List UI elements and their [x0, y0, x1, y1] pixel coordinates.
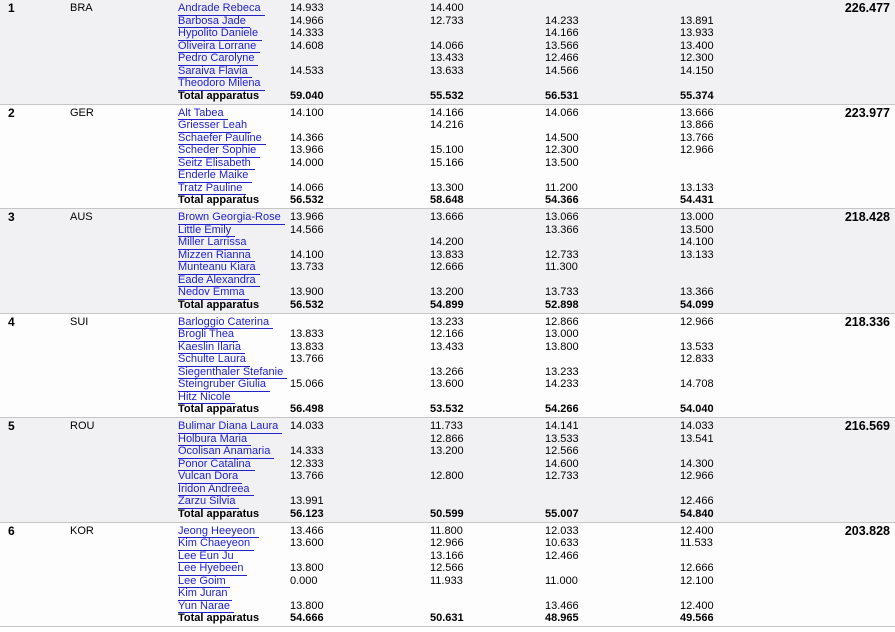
athlete-name-link[interactable]: Jeong Heeyeon [178, 525, 259, 539]
athlete-score-apparatus-2: 13.600 [430, 378, 464, 390]
athlete-name-link[interactable]: Schaefer Pauline [178, 132, 266, 146]
athlete-score-apparatus-2 [430, 353, 545, 366]
athlete-score-apparatus-1 [290, 316, 430, 329]
athlete-score-apparatus-4 [680, 328, 790, 341]
total-apparatus-score-3: 48.965 [545, 612, 579, 624]
athlete-score-apparatus-2: 15.100 [430, 144, 464, 156]
athlete-name-link[interactable]: Schulte Laura [178, 353, 250, 367]
athlete-score-apparatus-1 [290, 119, 430, 132]
athlete-score-apparatus-4: 14.300 [680, 457, 714, 470]
athlete-score-apparatus-4: 13.500 [680, 223, 714, 236]
athlete-name-link[interactable]: Hypolito Daniele [178, 27, 262, 41]
athlete-score-apparatus-4: 13.000 [680, 211, 714, 223]
athlete-score-apparatus-1 [290, 366, 430, 379]
athlete-score-apparatus-3 [545, 236, 680, 249]
athlete-score-apparatus-3 [545, 587, 680, 600]
total-apparatus-score-1: 56.532 [290, 194, 324, 206]
athlete-score-apparatus-4: 12.966 [680, 144, 714, 156]
athlete-score-apparatus-1: 13.800 [290, 599, 324, 612]
athlete-name-link[interactable]: Barloggio Caterina [178, 316, 273, 330]
athlete-name-link[interactable]: Barbosa Jade [178, 15, 250, 29]
athlete-score-apparatus-1 [290, 587, 430, 600]
athlete-name-link[interactable]: Munteanu Kiara [178, 261, 260, 275]
athlete-score-apparatus-1: 14.533 [290, 64, 324, 77]
total-apparatus-score-3: 56.531 [545, 89, 579, 102]
total-apparatus-score-3: 55.007 [545, 507, 579, 520]
total-apparatus-score-1: 56.532 [290, 298, 324, 311]
total-apparatus-label: Total apparatus [178, 612, 260, 624]
athlete-name-link[interactable]: Ponor Catalina [178, 458, 255, 472]
athlete-score-apparatus-2: 14.066 [430, 39, 464, 52]
athlete-score-apparatus-1 [290, 391, 430, 404]
athlete-score-apparatus-2: 13.633 [430, 64, 464, 77]
athlete-score-apparatus-3 [545, 274, 680, 287]
athlete-score-apparatus-4 [680, 261, 790, 274]
athlete-name-link[interactable]: Brown Georgia-Rose [178, 211, 285, 225]
athlete-score-apparatus-1: 14.000 [290, 156, 324, 169]
total-apparatus-score-4: 54.040 [680, 403, 714, 415]
athlete-name-link[interactable]: Lee Eun Ju [178, 550, 238, 564]
athlete-score-apparatus-4 [680, 77, 790, 90]
total-apparatus-score-3: 54.366 [545, 194, 579, 206]
athlete-name-link[interactable]: Lee Goim [178, 575, 230, 589]
athlete-score-apparatus-4: 13.541 [680, 432, 714, 445]
athlete-score-apparatus-2: 12.966 [430, 537, 464, 549]
team-rank: 2 [8, 105, 15, 120]
team-country-code: AUS [70, 211, 93, 223]
athlete-score-apparatus-1: 14.100 [290, 248, 324, 261]
athlete-name-link[interactable]: Iridon Andreea [178, 483, 254, 497]
athlete-name-link[interactable]: Bulimar Diana Laura [178, 420, 282, 434]
athlete-score-apparatus-2: 15.166 [430, 156, 464, 169]
athlete-score-apparatus-1: 14.566 [290, 223, 324, 236]
athlete-name-link[interactable]: Eade Alexandra [178, 274, 260, 288]
athlete-score-apparatus-3: 13.066 [545, 211, 579, 223]
athlete-score-apparatus-4: 12.833 [680, 353, 714, 365]
athlete-score-apparatus-3: 12.733 [545, 470, 579, 482]
athlete-score-apparatus-1 [290, 169, 430, 182]
athlete-score-apparatus-4: 13.766 [680, 131, 714, 144]
athlete-score-apparatus-1 [290, 77, 430, 90]
athlete-score-apparatus-1: 13.966 [290, 211, 324, 223]
athlete-name-link[interactable]: Siegenthaler Stefanie [178, 366, 287, 380]
athlete-score-apparatus-2: 14.166 [430, 106, 464, 119]
athlete-score-apparatus-1: 13.991 [290, 495, 324, 507]
total-apparatus-score-1: 56.123 [290, 507, 324, 520]
athlete-score-apparatus-4 [680, 483, 790, 496]
athlete-score-apparatus-3: 14.500 [545, 131, 579, 144]
athlete-score-apparatus-4 [680, 2, 790, 15]
total-apparatus-label: Total apparatus [178, 298, 260, 311]
athlete-score-apparatus-4: 13.866 [680, 119, 714, 131]
athlete-score-apparatus-2 [430, 458, 545, 471]
team-block [0, 523, 895, 628]
total-apparatus-score-3: 54.266 [545, 403, 579, 415]
athlete-score-apparatus-4 [680, 445, 790, 458]
athlete-score-apparatus-3 [545, 391, 680, 404]
athlete-score-apparatus-1 [290, 433, 430, 446]
athlete-name-link[interactable]: Nedov Emma [178, 286, 249, 300]
athlete-score-apparatus-4 [680, 169, 790, 182]
athlete-score-apparatus-3: 14.566 [545, 64, 579, 77]
athlete-name-link[interactable]: Saraiva Flavia [178, 65, 252, 79]
athlete-score-apparatus-2: 13.266 [430, 365, 464, 378]
athlete-score-apparatus-1: 12.333 [290, 457, 324, 470]
athlete-score-apparatus-1: 13.466 [290, 524, 324, 537]
athlete-score-apparatus-3 [545, 77, 680, 90]
athlete-score-apparatus-3: 11.000 [545, 574, 578, 587]
total-apparatus-score-2: 54.899 [430, 298, 464, 311]
athlete-name-link[interactable]: Kaeslin Ilaria [178, 341, 245, 355]
athlete-name-link[interactable]: Kim Juran [178, 587, 232, 601]
athlete-name-link[interactable]: Little Emily [178, 224, 235, 238]
athlete-score-apparatus-4: 13.933 [680, 27, 714, 39]
team-rank: 6 [8, 523, 15, 538]
athlete-score-apparatus-3: 13.466 [545, 599, 579, 612]
team-rank: 4 [8, 314, 15, 329]
athlete-score-apparatus-4: 13.366 [680, 286, 714, 298]
athlete-score-apparatus-4: 14.100 [680, 236, 714, 248]
athlete-score-apparatus-3: 12.466 [545, 52, 579, 64]
athlete-score-apparatus-2: 14.200 [430, 236, 464, 248]
athlete-score-apparatus-1: 14.333 [290, 27, 324, 39]
athlete-score-apparatus-2 [430, 495, 545, 508]
athlete-score-apparatus-1: 13.966 [290, 144, 324, 156]
athlete-score-apparatus-3 [545, 495, 680, 508]
athlete-score-apparatus-3: 13.566 [545, 39, 579, 52]
athlete-score-apparatus-1: 14.066 [290, 181, 324, 194]
athlete-score-apparatus-3 [545, 2, 680, 15]
athlete-score-apparatus-1: 14.608 [290, 39, 324, 52]
athlete-score-apparatus-4 [680, 274, 790, 287]
athlete-score-apparatus-3: 12.566 [545, 445, 579, 457]
team-total-score: 218.336 [844, 314, 890, 329]
total-apparatus-label: Total apparatus [178, 507, 260, 520]
athlete-score-apparatus-4: 12.400 [680, 524, 714, 537]
team-block [0, 418, 895, 523]
athlete-name-link[interactable]: Holbura Maria [178, 433, 251, 447]
athlete-score-apparatus-4 [680, 550, 790, 563]
athlete-name-link[interactable]: Yun Narae [178, 600, 234, 614]
athlete-score-apparatus-3: 13.366 [545, 223, 579, 236]
athlete-score-apparatus-2 [430, 274, 545, 287]
athlete-score-apparatus-2: 12.166 [430, 328, 464, 340]
athlete-score-apparatus-1: 14.333 [290, 445, 324, 457]
athlete-name-link[interactable]: Miller Larrissa [178, 236, 250, 250]
athlete-score-apparatus-1: 14.100 [290, 106, 324, 119]
total-apparatus-label: Total apparatus [178, 403, 260, 415]
athlete-score-apparatus-4: 12.400 [680, 599, 714, 612]
team-block [0, 209, 895, 314]
athlete-score-apparatus-2 [430, 132, 545, 145]
athlete-score-apparatus-3: 13.000 [545, 328, 579, 340]
athlete-score-apparatus-4: 13.133 [680, 248, 714, 261]
team-rank: 1 [8, 1, 15, 15]
total-apparatus-score-2: 58.648 [430, 194, 464, 206]
athlete-score-apparatus-2: 13.833 [430, 248, 464, 261]
athlete-score-apparatus-2: 13.233 [430, 315, 464, 328]
athlete-score-apparatus-4: 14.150 [680, 64, 714, 77]
athlete-score-apparatus-3: 13.800 [545, 340, 579, 353]
athlete-score-apparatus-2: 13.200 [430, 286, 464, 298]
athlete-score-apparatus-2 [430, 391, 545, 404]
team-total-score: 216.569 [844, 419, 890, 433]
athlete-score-apparatus-2 [430, 224, 545, 237]
athlete-score-apparatus-1 [290, 483, 430, 496]
athlete-score-apparatus-4 [680, 366, 790, 379]
athlete-score-apparatus-1 [290, 236, 430, 249]
athlete-score-apparatus-4: 11.533 [680, 537, 713, 549]
athlete-score-apparatus-3: 14.600 [545, 457, 579, 470]
athlete-name-link[interactable]: Lee Hyebeen [178, 562, 247, 576]
athlete-score-apparatus-3: 14.141 [545, 420, 579, 432]
team-block [0, 105, 895, 210]
athlete-score-apparatus-1: 0.000 [290, 574, 318, 587]
total-apparatus-score-2: 50.631 [430, 612, 464, 624]
athlete-score-apparatus-2 [430, 587, 545, 600]
athlete-score-apparatus-2 [430, 77, 545, 90]
total-apparatus-score-1: 56.498 [290, 403, 324, 415]
athlete-name-link[interactable]: Seitz Elisabeth [178, 157, 255, 171]
total-apparatus-score-2: 50.599 [430, 507, 464, 520]
athlete-score-apparatus-1: 13.733 [290, 261, 324, 273]
athlete-name-link[interactable]: Alt Tabea [178, 107, 228, 121]
team-rank: 3 [8, 210, 15, 224]
athlete-score-apparatus-1: 15.066 [290, 378, 324, 390]
athlete-score-apparatus-1: 13.833 [290, 340, 324, 353]
athlete-score-apparatus-4: 12.100 [680, 574, 714, 587]
athlete-name-link[interactable]: Mizzen Rianna [178, 249, 255, 263]
athlete-score-apparatus-2: 12.800 [430, 470, 464, 482]
athlete-score-apparatus-3: 12.300 [545, 144, 579, 156]
athlete-name-link[interactable]: Tratz Pauline [178, 182, 246, 196]
athlete-score-apparatus-4: 13.133 [680, 181, 714, 194]
athlete-score-apparatus-2: 12.866 [430, 432, 464, 445]
athlete-score-apparatus-3: 11.200 [545, 181, 578, 194]
team-country-code: SUI [70, 315, 89, 328]
athlete-score-apparatus-2: 12.666 [430, 261, 464, 273]
athlete-score-apparatus-3: 12.466 [545, 549, 579, 562]
athlete-name-link[interactable]: Steingruber Giulia [178, 378, 270, 392]
athlete-score-apparatus-4: 14.708 [680, 378, 714, 390]
athlete-score-apparatus-2: 13.300 [430, 181, 464, 194]
athlete-name-link[interactable]: Vulcan Dora [178, 470, 242, 484]
athlete-score-apparatus-2: 13.666 [430, 211, 464, 223]
athlete-score-apparatus-1: 13.833 [290, 328, 324, 340]
athlete-score-apparatus-4: 12.966 [680, 470, 714, 482]
total-apparatus-score-1: 54.666 [290, 612, 324, 624]
athlete-score-apparatus-3: 10.633 [545, 537, 579, 549]
team-country-code: ROU [70, 420, 95, 432]
athlete-score-apparatus-1: 13.600 [290, 537, 324, 549]
total-apparatus-score-1: 59.040 [290, 89, 324, 102]
team-country-code: KOR [70, 524, 94, 537]
athlete-name-link[interactable]: Oliveira Lorrane [178, 40, 260, 54]
athlete-score-apparatus-3: 12.866 [545, 315, 579, 328]
team-total-score: 203.828 [844, 523, 890, 538]
athlete-name-link[interactable]: Andrade Rebeca [178, 2, 265, 16]
athlete-score-apparatus-1: 14.033 [290, 420, 324, 432]
athlete-score-apparatus-4: 12.966 [680, 315, 714, 328]
athlete-score-apparatus-2: 12.566 [430, 562, 464, 574]
total-apparatus-label: Total apparatus [178, 194, 260, 206]
athlete-score-apparatus-3: 14.166 [545, 27, 579, 39]
athlete-score-apparatus-1 [290, 550, 430, 563]
athlete-score-apparatus-4: 12.466 [680, 495, 714, 507]
team-country-code: GER [70, 106, 94, 119]
athlete-score-apparatus-1: 13.766 [290, 353, 324, 365]
total-apparatus-score-2: 55.532 [430, 89, 464, 102]
athlete-score-apparatus-4 [680, 587, 790, 600]
athlete-score-apparatus-1: 14.966 [290, 14, 324, 27]
athlete-score-apparatus-1: 13.900 [290, 286, 324, 298]
athlete-name-link[interactable]: Kim Chaeyeon [178, 537, 254, 551]
athlete-score-apparatus-1 [290, 274, 430, 287]
athlete-score-apparatus-3: 14.233 [545, 14, 579, 27]
athlete-score-apparatus-4 [680, 157, 790, 170]
athlete-score-apparatus-2: 13.200 [430, 445, 464, 457]
athlete-score-apparatus-2: 11.733 [430, 420, 463, 432]
team-block [0, 0, 895, 105]
athlete-score-apparatus-3: 13.733 [545, 286, 579, 298]
athlete-score-apparatus-2: 13.166 [430, 549, 464, 562]
athlete-score-apparatus-2: 12.733 [430, 14, 464, 27]
athlete-name-link[interactable]: Scheder Sophie [178, 144, 260, 158]
athlete-score-apparatus-3 [545, 169, 680, 182]
total-apparatus-score-4: 54.431 [680, 194, 714, 206]
athlete-score-apparatus-3 [545, 562, 680, 575]
athlete-score-apparatus-2: 13.433 [430, 340, 464, 353]
athlete-score-apparatus-3: 12.033 [545, 524, 579, 537]
athlete-score-apparatus-2: 14.400 [430, 2, 464, 14]
athlete-score-apparatus-4: 13.533 [680, 340, 714, 353]
athlete-name-link[interactable]: Theodoro Milena [178, 77, 265, 91]
athlete-score-apparatus-4 [680, 391, 790, 404]
athlete-score-apparatus-4: 13.666 [680, 106, 714, 119]
total-apparatus-score-2: 53.532 [430, 403, 464, 415]
athlete-score-apparatus-2: 14.216 [430, 119, 464, 131]
athlete-name-link[interactable]: Enderle Maike [178, 169, 252, 183]
total-apparatus-label: Total apparatus [178, 89, 260, 102]
athlete-score-apparatus-1: 13.800 [290, 562, 324, 574]
athlete-score-apparatus-4: 14.033 [680, 420, 714, 432]
team-country-code: BRA [70, 2, 93, 14]
team-total-score: 223.977 [844, 105, 890, 120]
athlete-score-apparatus-4: 12.666 [680, 562, 714, 574]
athlete-score-apparatus-1: 13.766 [290, 470, 324, 482]
team-total-score: 226.477 [844, 1, 890, 15]
athlete-name-link[interactable]: Zarzu Silvia [178, 495, 239, 509]
athlete-score-apparatus-2: 13.433 [430, 52, 464, 64]
total-apparatus-score-3: 52.898 [545, 298, 579, 311]
athlete-score-apparatus-2: 11.933 [430, 574, 463, 587]
team-total-score: 218.428 [844, 210, 890, 224]
athlete-score-apparatus-1: 14.933 [290, 2, 324, 14]
athlete-score-apparatus-4: 13.400 [680, 39, 714, 52]
athlete-score-apparatus-2: 11.800 [430, 524, 463, 537]
total-apparatus-score-4: 54.099 [680, 298, 714, 311]
athlete-score-apparatus-1: 14.366 [290, 131, 324, 144]
athlete-name-link[interactable]: Brogli Thea [178, 328, 238, 342]
athlete-score-apparatus-2 [430, 27, 545, 40]
athlete-score-apparatus-3: 13.533 [545, 432, 579, 445]
athlete-score-apparatus-2 [430, 483, 545, 496]
athlete-name-link[interactable]: Ocolisan Anamaria [178, 445, 274, 459]
athlete-score-apparatus-3: 11.300 [545, 261, 578, 273]
athlete-score-apparatus-3 [545, 353, 680, 366]
athlete-score-apparatus-3 [545, 119, 680, 132]
total-apparatus-score-4: 49.566 [680, 612, 714, 624]
athlete-score-apparatus-3: 12.733 [545, 248, 579, 261]
total-apparatus-score-4: 54.840 [680, 507, 714, 520]
athlete-score-apparatus-3: 13.500 [545, 156, 579, 169]
athlete-score-apparatus-3: 13.233 [545, 365, 579, 378]
athlete-score-apparatus-4: 13.891 [680, 14, 714, 27]
athlete-score-apparatus-3: 14.233 [545, 378, 579, 390]
athlete-score-apparatus-3: 14.066 [545, 106, 579, 119]
athlete-name-link[interactable]: Pedro Carolyne [178, 52, 258, 66]
athlete-score-apparatus-2 [430, 600, 545, 613]
team-rank: 5 [8, 419, 15, 433]
athlete-name-link[interactable]: Griesser Leah [178, 119, 251, 133]
athlete-score-apparatus-2 [430, 169, 545, 182]
athlete-score-apparatus-1 [290, 52, 430, 65]
athlete-score-apparatus-4: 12.300 [680, 52, 714, 64]
athlete-name-link[interactable]: Hitz Nicole [178, 391, 235, 405]
team-block [0, 314, 895, 419]
total-apparatus-score-4: 55.374 [680, 89, 714, 102]
athlete-score-apparatus-3 [545, 483, 680, 496]
